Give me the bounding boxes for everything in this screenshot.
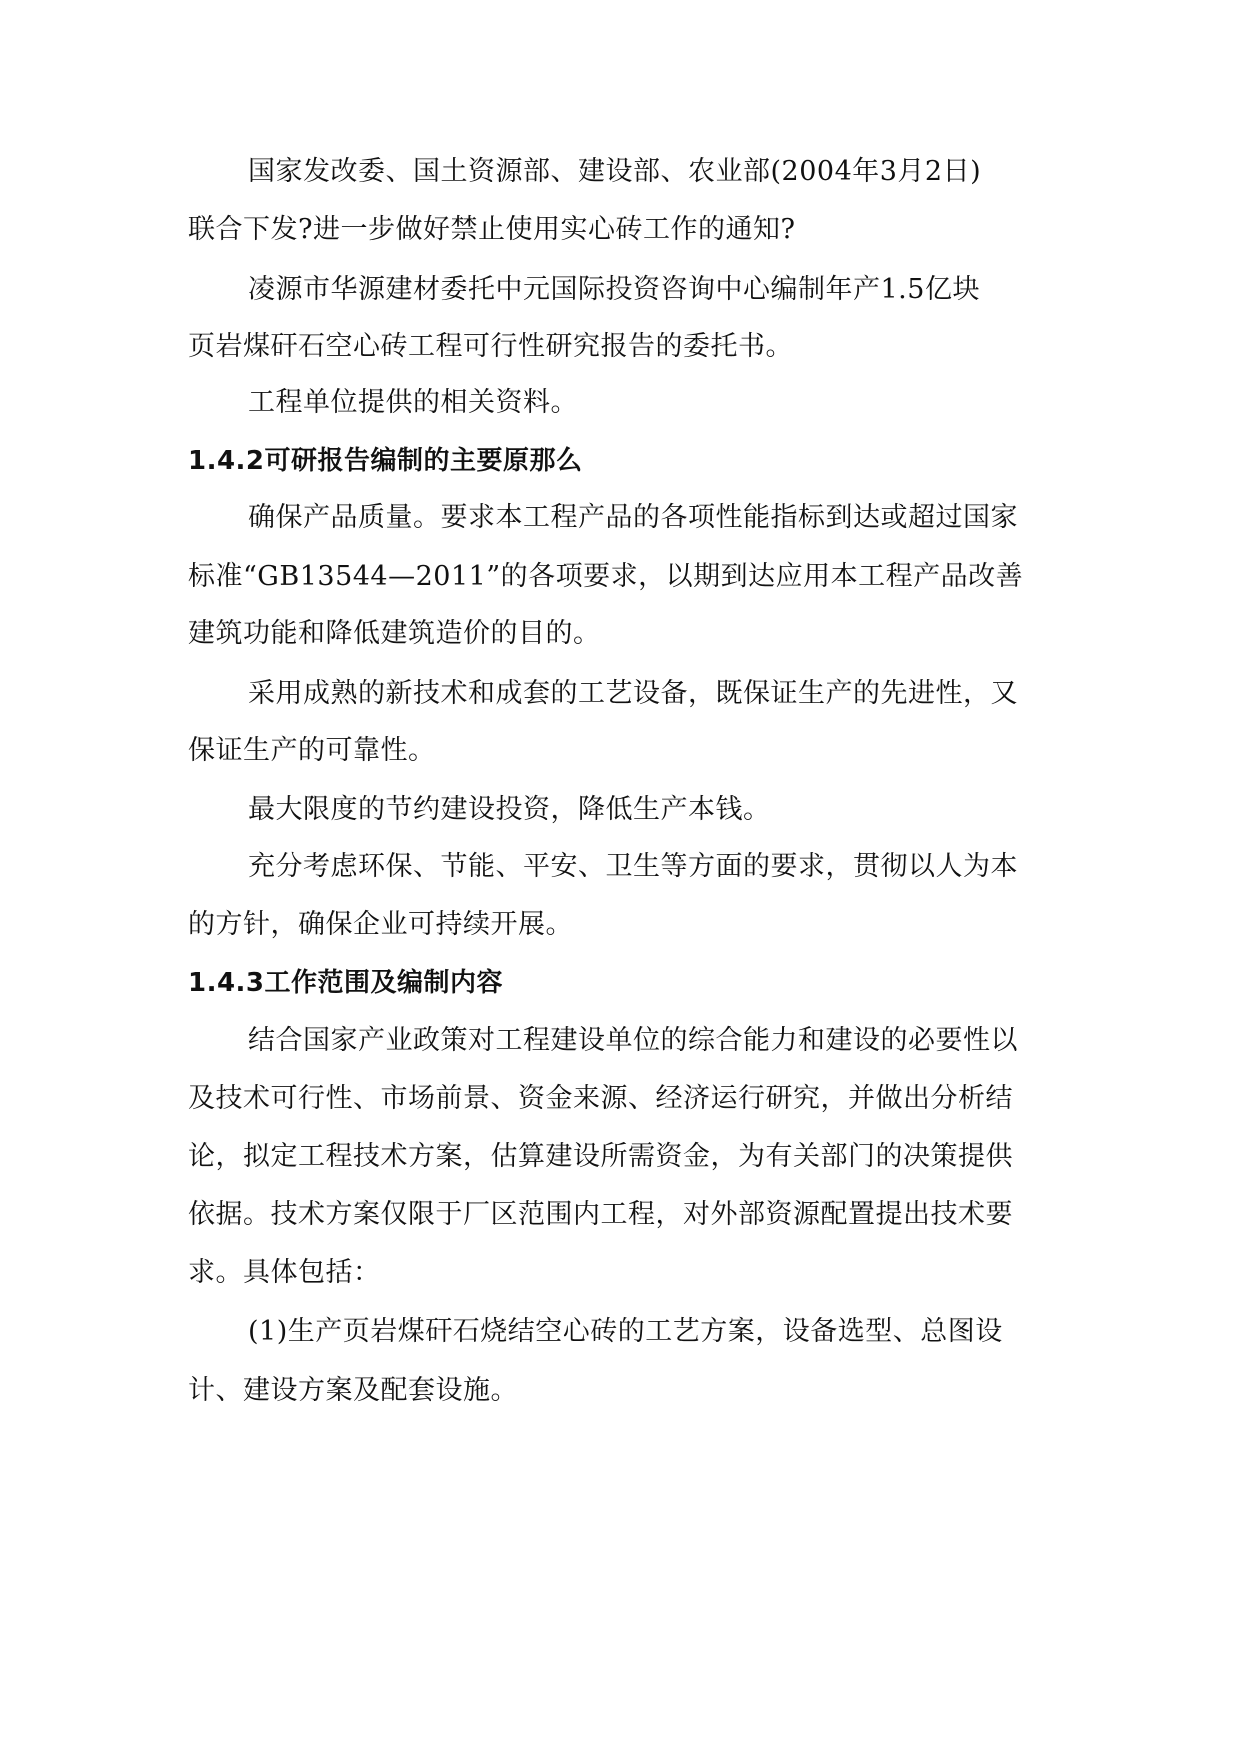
- paragraph-line: 国家发改委、国土资源部、建设部、农业部(2004年3月2日): [248, 156, 982, 187]
- paragraph-line: 建筑功能和降低建筑造价的目的。: [188, 618, 601, 649]
- paragraph-line: 依据。技术方案仅限于厂区范围内工程，对外部资源配置提出技术要: [188, 1199, 1013, 1230]
- paragraph-line: (1)生产页岩煤矸石烧结空心砖的工艺方案，设备选型、总图设: [248, 1316, 1003, 1347]
- paragraph-line: 联合下发?进一步做好禁止使用实心砖工作的通知?: [188, 214, 796, 245]
- paragraph-line: 的方针，确保企业可持续开展。: [188, 909, 573, 940]
- paragraph-line: 最大限度的节约建设投资，降低生产本钱。: [248, 794, 771, 825]
- paragraph-line: 充分考虑环保、节能、平安、卫生等方面的要求，贯彻以人为本: [248, 851, 1018, 882]
- paragraph-line: 凌源市华源建材委托中元国际投资咨询中心编制年产1.5亿块: [248, 274, 980, 305]
- paragraph-line: 结合国家产业政策对工程建设单位的综合能力和建设的必要性以: [248, 1025, 1018, 1056]
- paragraph-line: 工程单位提供的相关资料。: [248, 387, 578, 418]
- section-heading-1-4-3: 1.4.3工作范围及编制内容: [188, 968, 504, 998]
- paragraph-line: 页岩煤矸石空心砖工程可行性研究报告的委托书。: [188, 331, 793, 362]
- paragraph-line: 标准“GB13544—2011”的各项要求，以期到达应用本工程产品改善: [188, 561, 1024, 592]
- section-heading-1-4-2: 1.4.2可研报告编制的主要原那么: [188, 446, 583, 476]
- paragraph-line: 计、建设方案及配套设施。: [188, 1375, 518, 1406]
- paragraph-line: 确保产品质量。要求本工程产品的各项性能指标到达或超过国家: [248, 502, 1018, 533]
- paragraph-line: 论，拟定工程技术方案，估算建设所需资金，为有关部门的决策提供: [188, 1141, 1013, 1172]
- paragraph-line: 保证生产的可靠性。: [188, 735, 436, 766]
- paragraph-line: 采用成熟的新技术和成套的工艺设备，既保证生产的先进性，又: [248, 678, 1018, 709]
- paragraph-line: 及技术可行性、市场前景、资金来源、经济运行研究，并做出分析结: [188, 1083, 1013, 1114]
- paragraph-line: 求。具体包括：: [188, 1257, 381, 1288]
